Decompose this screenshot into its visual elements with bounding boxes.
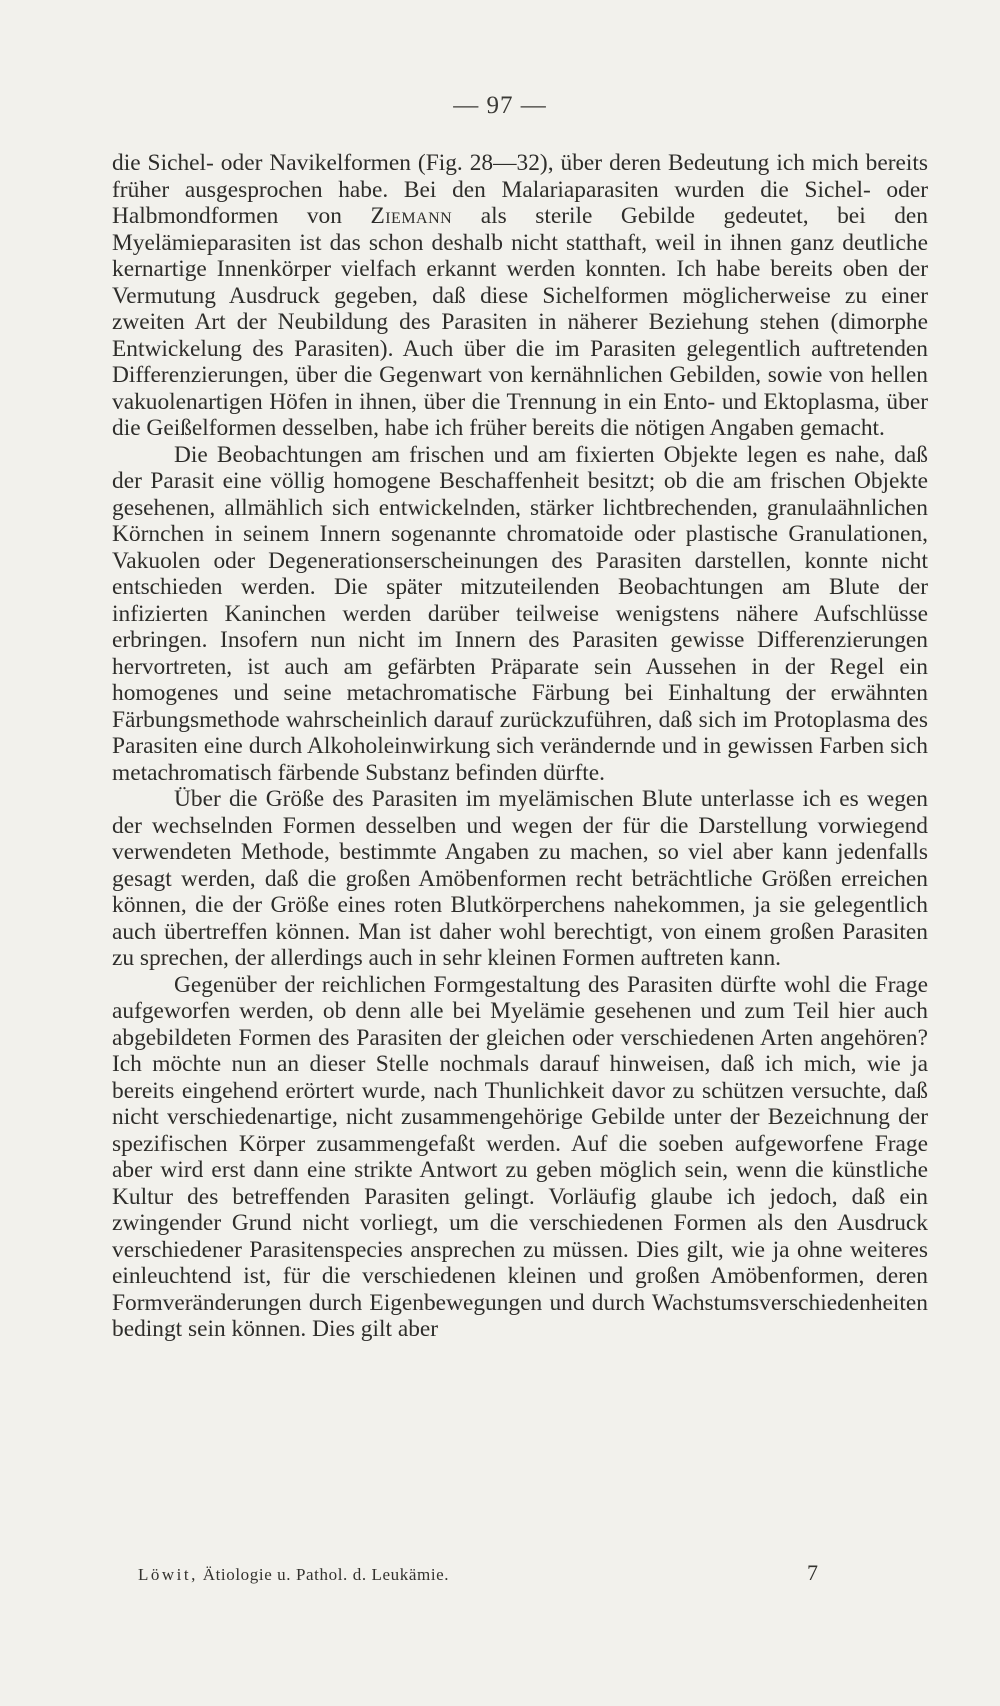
signature-mark: 7: [807, 1560, 818, 1585]
paragraph-1: [112, 150, 928, 442]
paragraph-1-text-end: als sterile Gebilde gedeutet, bei den Myelämieparasiten ist das schon deshalb nicht statthaft, weil in ihnen ganz deutliche kernartige Innenkörper vielfach erkannt werden konnten. Ich habe bereits oben der Vermutung Ausdruck gegeben, daß diese Sichelformen möglicherweise zu einer zweiten Art der Neubildung des Parasiten in näherer Beziehung stehen (dimorphe Entwickelung des Parasiten). Auch über die im Parasiten gelegentlich auftretenden Differenzierungen, über die Gegenwart von kernähnlichen Gebilden, sowie von hellen vakuolenartigen Höfen in ihnen, über die Trennung in ein Ento- und Ektoplasma, über die Geißelformen desselben, habe ich früher bereits die nötigen Angaben gemacht.: [112, 203, 928, 441]
author-name-smallcaps: Ziemann: [370, 203, 453, 229]
page-number: — 97 —: [453, 92, 547, 119]
paragraph-2: Die Beobachtungen am frischen und am fixierten Objekte legen es nahe, daß der Parasit eine völlig homogene Beschaffenheit besitzt; ob die am frischen Objekte gesehenen, allmählich sich entwickelnden, stärker lichtbrechenden, granulaähnlichen Körnchen in seinem Innern sogenannte chromatoide oder plastische Granulationen, Vakuolen oder Degenerationserscheinungen des Parasiten darstellen, konnte nicht entschieden werden. Die später mitzuteilenden Beobachtungen am Blute der infizierten Kaninchen werden darüber teilweise wenigstens nähere Aufschlüsse erbringen. Insofern nun nicht im Innern des Parasiten gewisse Differenzierungen hervortreten, ist auch am gefärbten Präparate sein Aussehen in der Regel ein homogenes und seine metachromatische Färbung bei Einhaltung der erwähnten Färbungsmethode wahrscheinlich darauf zurückzuführen, daß sich im Protoplasma des Parasiten eine durch Alkoholeinwirkung sich verändernde und in gewissen Farben sich metachromatisch färbende Substanz befinden dürfte.: [112, 441, 928, 786]
paragraph-4: Gegenüber der reichlichen Formgestaltung des Parasiten dürfte wohl die Frage aufgeworfen werden, ob denn alle bei Myelämie gesehenen und zum Teil hier auch abgebildeten Formen des Parasiten der gleichen oder verschiedenen Arten angehören? Ich möchte nun an dieser Stelle nochmals darauf hinweisen, daß ich mich, wie ja bereits eingehend erörtert wurde, nach Thunlichkeit davor zu schützen versuchte, daß nicht verschiedenartige, nicht zusammengehörige Gebilde unter der Bezeichnung der spezifischen Körper zusammengefaßt werden. Auf die soeben aufgeworfene Frage aber wird erst dann eine strikte Antwort zu geben möglich sein, wenn die künstliche Kultur des betreffenden Parasiten gelingt. Vorläufig glaube ich jedoch, daß ein zwingender Grund nicht vorliegt, um die verschiedenen Formen als den Ausdruck verschiedener Parasitenspecies ansprechen zu müssen. Dies gilt, wie ja ohne weiteres einleuchtend ist, für die verschiedenen kleinen und großen Amöbenformen, deren Formveränderungen durch Eigenbewegungen und durch Wachstumsverschiedenheiten bedingt sein können. Dies gilt aber: [112, 971, 928, 1342]
paragraph-3: Über die Größe des Parasiten im myelämischen Blute unterlasse ich es wegen der wechselnden Formen desselben und wegen der für die Darstellung vorwiegend verwendeten Methode, bestimmte Angaben zu machen, so viel aber kann jedenfalls gesagt werden, daß die großen Amöbenformen recht beträchtliche Größen erreichen können, die der Größe eines roten Blutkörperchens nahekommen, ja sie gelegentlich auch übertreffen können. Man ist daher wohl berechtigt, von einem großen Parasiten zu sprechen, der allerdings auch in sehr kleinen Formen auftreten kann.: [112, 786, 928, 971]
footer-title: Ätiologie u. Pathol. d. Leukämie.: [202, 1565, 450, 1584]
paragraph-1-text-start: die Sichel- oder Navikelformen (Fig. 28—32), über deren Bedeutung ich mich bereits früher ausgesprochen habe. Bei den Malariaparasiten wurden die Sichel- oder Halbmondformen von: [112, 150, 928, 229]
body-text: [112, 150, 928, 1343]
footer-source-line: [138, 1565, 449, 1585]
page-footer: [138, 1560, 818, 1586]
footer-author: Löwit,: [138, 1565, 198, 1584]
